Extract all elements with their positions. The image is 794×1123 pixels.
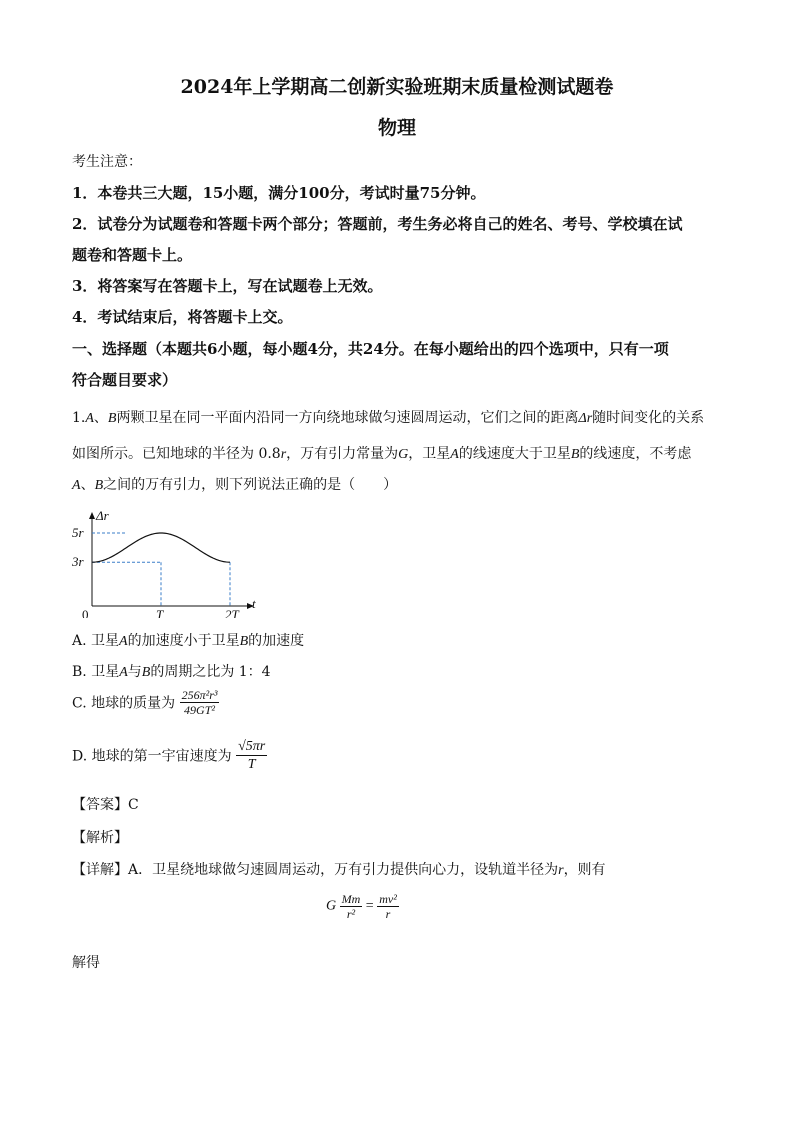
subject-title: 物理: [377, 117, 416, 139]
notice-item-2: 2．试卷分为试题卷和答题卡两个部分；答题前，考生务必将自己的姓名、考号、学校填在试: [72, 215, 683, 233]
velocity-fraction: $\frac{√5\pi r}{T}$: [238, 739, 266, 772]
y-tick-label-0: 3r: [72, 554, 84, 570]
analysis-label: 【解析】: [72, 830, 128, 846]
option-a: A. 卫星A的加速度小于卫星B的加速度: [72, 633, 305, 649]
x-axis-label: t: [252, 596, 256, 611]
y-tick-label-1: 5r: [72, 525, 84, 540]
section-heading-cont: 符合题目要求）: [72, 371, 178, 389]
section-heading: 一、选择题（本题共6小题，每小题4分，共24分。在每小题给出的四个选项中，只有一项: [72, 340, 669, 358]
notice-item-2-cont: 题卷和答题卡上。: [72, 246, 193, 264]
question-1-line-1: 1.A、B两颗卫星在同一平面内沿同一方向绕地球做匀速圆周运动，它们之间的距离Δr随时间变化的关系: [72, 410, 705, 426]
mass-fraction: $\frac{\text{256π²r³}}{\text{49GT²}}$: [181, 688, 218, 717]
detail-line: 【详解】A．卫星绕地球做匀速圆周运动，万有引力提供向心力，设轨道半径为r，则有: [72, 862, 606, 878]
distance-time-chart: [70, 508, 270, 618]
distance-curve: [92, 533, 230, 562]
notice-item-1: 1．本卷共三大题，15小题，满分100分，考试时量75分钟。: [72, 184, 486, 202]
y-axis-arrow: [89, 512, 95, 519]
notice-heading: 考生注意：: [72, 154, 142, 170]
option-c: C. 地球的质量为 $\frac{\text{256π²r³}}{\text{49GT²}}$: [72, 688, 218, 717]
gravity-equation: G $\frac{Mm}{\text{r²}}$ = $\frac{\text{mv²}}{r}$: [326, 892, 397, 921]
x-tick-label-1: T: [156, 607, 164, 618]
answer-line: 【答案】C: [72, 797, 139, 813]
x-tick-label-2: 2T: [225, 607, 239, 618]
x-tick-label-0: 0: [82, 607, 89, 618]
option-b: B. 卫星A与B的周期之比为 1：4: [72, 664, 271, 680]
exam-title: 2024年上学期高二创新实验班期末质量检测试题卷: [180, 76, 614, 98]
notice-item-4: 4．考试结束后，将答题卡上交。: [72, 308, 293, 326]
option-d: D. 地球的第一宇宙速度为 $\frac{√5\pi r}{T}$: [72, 739, 266, 772]
question-1-line-3: A、B之间的万有引力，则下列说法正确的是（ ）: [72, 477, 398, 493]
solve-label: 解得: [72, 955, 100, 971]
question-1-line-2: 如图所示。已知地球的半径为 0.8r，万有引力常量为G，卫星A的线速度大于卫星B的线速度，不考虑: [72, 446, 692, 462]
notice-item-3: 3．将答案写在答题卡上，写在试题卷上无效。: [72, 277, 383, 295]
y-axis-label: Δr: [96, 508, 109, 523]
